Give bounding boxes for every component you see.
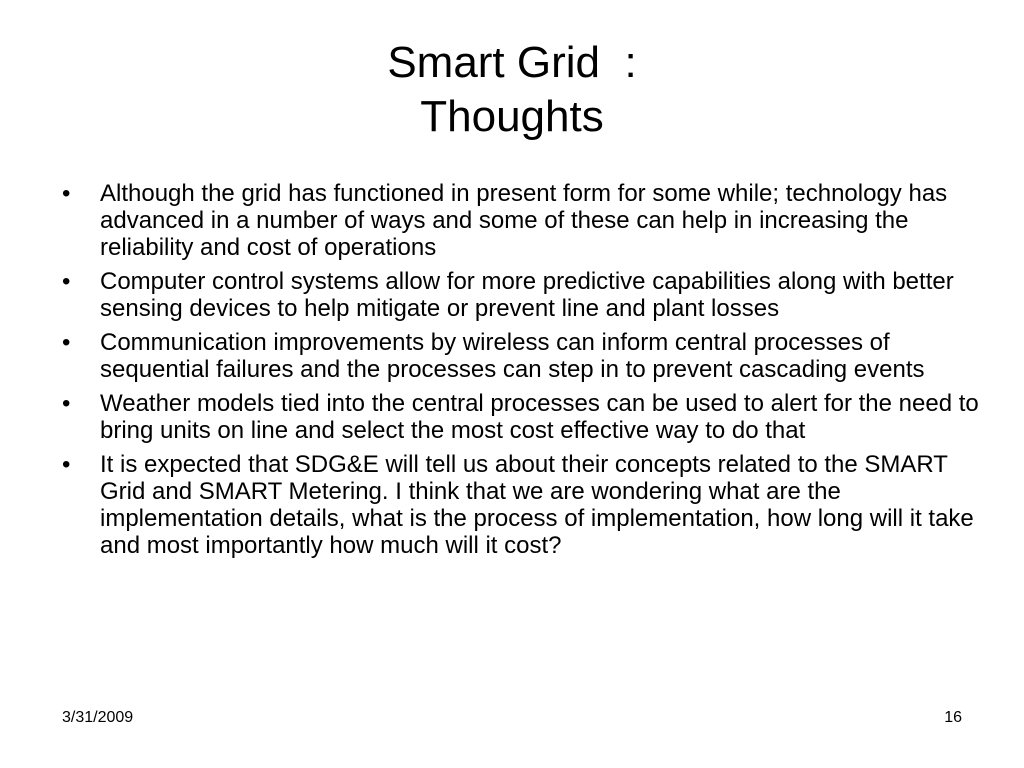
bullet-text: It is expected that SDG&E will tell us about their concepts related to the SMART Grid and SMART Metering. I think that we are wondering what are the implementation details, what is the process of implementation, how long will it take and most importantly how much will it cost? [100, 451, 974, 559]
bullet-icon: • [62, 451, 71, 478]
bullet-icon: • [62, 268, 71, 295]
bullet-item [62, 390, 982, 444]
footer-date: 3/31/2009 [62, 709, 134, 726]
slide-title-line-1: Smart Grid : [387, 38, 637, 87]
bullet-icon: • [62, 390, 71, 417]
bullet-item [62, 329, 982, 383]
bullet-text: Computer control systems allow for more predictive capabilities along with better sensing devices to help mitigate or prevent line and plant losses [100, 268, 954, 322]
bullet-icon: • [62, 180, 71, 207]
bullet-item [62, 180, 982, 261]
bullet-item [62, 451, 982, 559]
bullet-text: Although the grid has functioned in present form for some while; technology has advanced in a number of ways and some of these can help in increasing the reliability and cost of operations [100, 180, 948, 261]
bullet-item [62, 268, 982, 322]
bullet-text: Weather models tied into the central processes can be used to alert for the need to bring units on line and select the most cost effective way to do that [100, 390, 979, 444]
bullet-list [62, 180, 982, 566]
bullet-icon: • [62, 329, 71, 356]
slide-title [0, 36, 1024, 144]
footer-page-number: 16 [944, 709, 962, 726]
slide-title-line-2: Thoughts [420, 92, 604, 141]
bullet-text: Communication improvements by wireless can inform central processes of sequential failures and the processes can step in to prevent cascading events [100, 329, 925, 383]
